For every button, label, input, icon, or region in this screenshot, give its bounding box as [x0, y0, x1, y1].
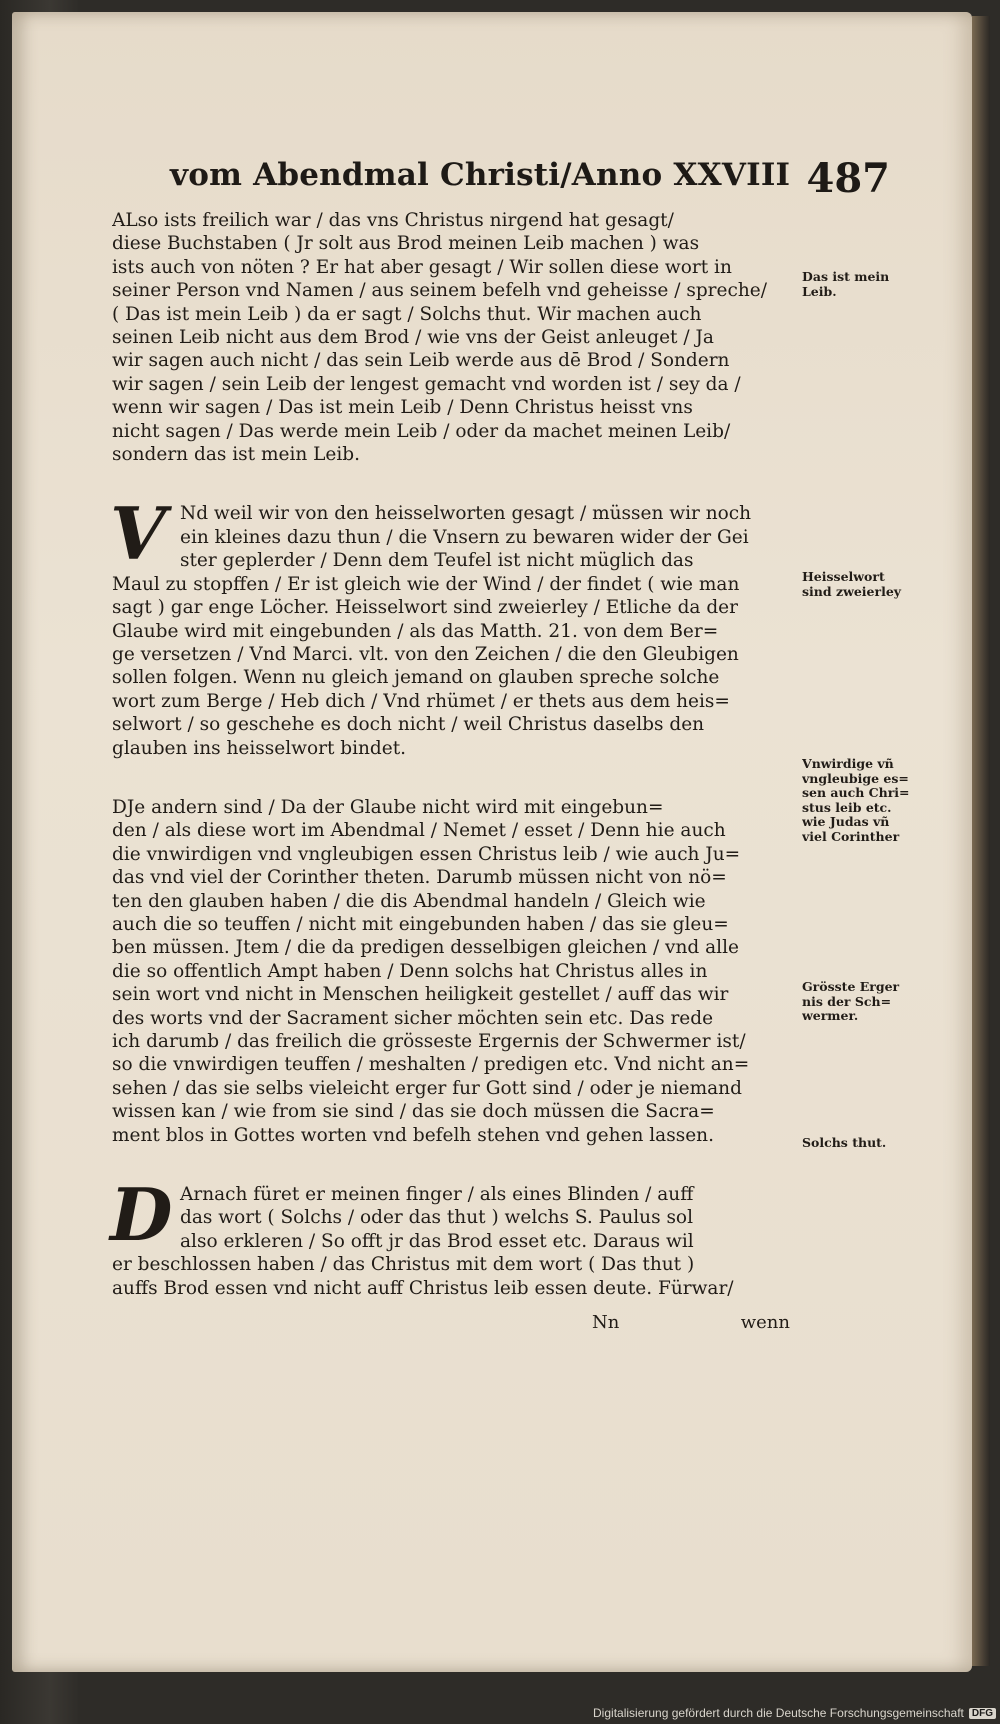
text-line: auffs Brod essen vnd nicht auff Christus leib essen deute. Fürwar/	[112, 1277, 734, 1299]
text-line: wenn wir sagen / Das ist mein Leib / Denn Christus heisst vns	[112, 397, 693, 419]
text-line: wissen kan / wie from sie sind / das sie doch müssen die Sacra=	[112, 1101, 715, 1123]
margin-note-line: wie Judas vñ	[802, 815, 890, 829]
text-line: selwort / so geschehe es doch nicht / weil Christus daselbs den	[112, 714, 705, 736]
page-edge	[972, 16, 990, 1666]
margin-note	[802, 757, 922, 844]
decorated-initial: D	[110, 1172, 173, 1258]
margin-note-line: stus leib etc.	[802, 800, 892, 815]
signature-mark: Nn	[592, 1312, 620, 1334]
margin-note-line: Das ist mein	[802, 270, 890, 284]
margin-note-line: wermer.	[802, 1009, 859, 1023]
text-line: auch die so teuffen / nicht mit eingebunden haben / das sie gleu=	[112, 913, 729, 935]
margin-note-line: sen auch Chri=	[802, 786, 910, 800]
text-line: wir sagen / sein Leib der lengest gemacht vnd worden ist / sey da /	[112, 373, 741, 395]
text-line: glauben ins heisselwort bindet.	[112, 737, 407, 759]
text-line: Arnach füret er meinen finger / als eines Blinden / auff	[180, 1184, 694, 1206]
text-line: so die vnwirdigen teuffen / meshalten / predigen etc. Vnd nicht an=	[112, 1054, 750, 1076]
decorated-initial: V	[110, 491, 166, 577]
text-line: sondern das ist mein Leib.	[112, 444, 361, 466]
paragraph	[112, 796, 790, 1147]
page-header	[170, 157, 890, 207]
margin-note	[802, 270, 922, 299]
text-line: ster geplerder / Denn dem Teufel ist nicht müglich das	[180, 550, 694, 572]
text-line: seiner Person vnd Namen / aus seinem befelh vnd geheisse / spreche/	[112, 280, 767, 302]
text-line: Maul zu stopffen / Er ist gleich wie der Wind / der findet ( wie man	[112, 573, 740, 595]
text-line: ben müssen. Jtem / die da predigen desselbigen gleichen / vnd alle	[112, 937, 739, 959]
book-page	[12, 12, 972, 1672]
text-line: sehen / das sie selbs vieleicht erger fur Gott sind / oder je niemand	[112, 1077, 742, 1099]
text-line: ment blos in Gottes worten vnd befelh stehen vnd gehen lassen.	[112, 1124, 714, 1146]
margin-note	[802, 1136, 922, 1151]
text-line: Nd weil wir von den heisselworten gesagt / müssen wir noch	[180, 503, 752, 525]
margin-note-line: Vnwirdige vñ	[802, 757, 894, 771]
paragraph	[112, 209, 790, 466]
page-number: 487	[806, 155, 890, 202]
show-through-text	[822, 342, 912, 356]
margin-note-line: Solchs thut.	[802, 1136, 887, 1150]
margin-note-line: vngleubige es=	[802, 771, 909, 786]
text-line: seinen Leib nicht aus dem Brod / wie vns der Geist anleuget / Ja	[112, 327, 714, 349]
text-line: ich darumb / das freilich die grösseste Ergernis der Schwermer ist/	[112, 1031, 746, 1052]
margin-note-line: nis der Sch=	[802, 994, 892, 1009]
paragraph	[110, 1172, 790, 1300]
margin-note	[802, 980, 922, 1024]
text-line: das wort ( Solchs / oder das thut ) welchs S. Paulus sol	[180, 1207, 693, 1229]
text-line: ge versetzen / Vnd Marci. vlt. von den Zeichen / die den Gleubigen	[112, 643, 739, 665]
text-line: ten den glauben haben / die dis Abendmal handeln / Gleich wie	[112, 890, 706, 912]
text-line: die vnwirdigen vnd vngleubigen essen Christus leib / wie auch Ju=	[112, 843, 741, 865]
main-text-column	[112, 209, 790, 1336]
text-line: ALso ists freilich war / das vns Christus nirgend hat gesagt/	[112, 210, 674, 231]
text-line: diese Buchstaben ( Jr solt aus Brod meinen Leib machen ) was	[112, 233, 700, 255]
dfg-logo: DFG	[969, 1708, 996, 1719]
footer-text: Digitalisierung gefördert durch die Deutsche Forschungsgemeinschaft	[593, 1706, 964, 1720]
text-line: er beschlossen haben / das Christus mit dem wort ( Das thut )	[112, 1254, 695, 1276]
text-line: die so offentlich Ampt haben / Denn solchs hat Christus alles in	[112, 960, 708, 982]
margin-note-line: viel Corinther	[802, 829, 900, 844]
catchword: wenn	[740, 1312, 790, 1334]
text-line: sollen folgen. Wenn nu gleich jemand on glauben spreche solche	[112, 667, 720, 689]
margin-note-line: sind zweierley	[802, 584, 902, 599]
text-line: DJe andern sind / Da der Glaube nicht wird mit eingebun=	[112, 796, 664, 818]
text-line: das vnd viel der Corinther theten. Darumb müssen nicht von nö=	[112, 867, 727, 889]
running-head: vom Abendmal Christi/Anno XXVIII	[170, 157, 791, 193]
text-line: ( Das ist mein Leib ) da er sagt / Solchs thut. Wir machen auch	[112, 303, 702, 325]
text-line: Glaube wird mit eingebunden / als das Matth. 21. von dem Ber=	[112, 620, 719, 642]
catchword-line	[112, 1312, 790, 1336]
margin-note-line: Leib.	[802, 284, 837, 299]
text-line: ists auch von nöten ? Er hat aber gesagt / Wir sollen diese wort in	[112, 256, 732, 278]
text-line: nicht sagen / Das werde mein Leib / oder da machet meinen Leib/	[112, 420, 731, 442]
text-line: wort zum Berge / Heb dich / Vnd rhümet / er thets aus dem heis=	[112, 690, 730, 712]
text-line: sagt ) gar enge Löcher. Heisselwort sind zweierley / Etliche da der	[112, 597, 738, 619]
paragraph	[110, 491, 790, 759]
text-line: sein wort vnd nicht in Menschen heiligkeit gestellet / auff das wir	[112, 984, 729, 1006]
text-line: den / als diese wort im Abendmal / Nemet / esset / Denn hie auch	[112, 820, 726, 842]
margin-note-line: Grösste Erger	[802, 980, 900, 994]
text-line: wir sagen auch nicht / das sein Leib werde aus dē Brod / Sondern	[112, 350, 730, 372]
text-line: also erkleren / So offt jr das Brod esset etc. Daraus wil	[180, 1230, 694, 1252]
text-line: ein kleines dazu thun / die Vnsern zu bewaren wider der Gei	[180, 526, 749, 548]
digitization-credit	[593, 1706, 996, 1720]
margin-note-line: Heisselwort	[802, 570, 885, 584]
margin-note	[802, 570, 922, 599]
text-line: des worts vnd der Sacrament sicher möchten sein etc. Das rede	[112, 1007, 714, 1029]
